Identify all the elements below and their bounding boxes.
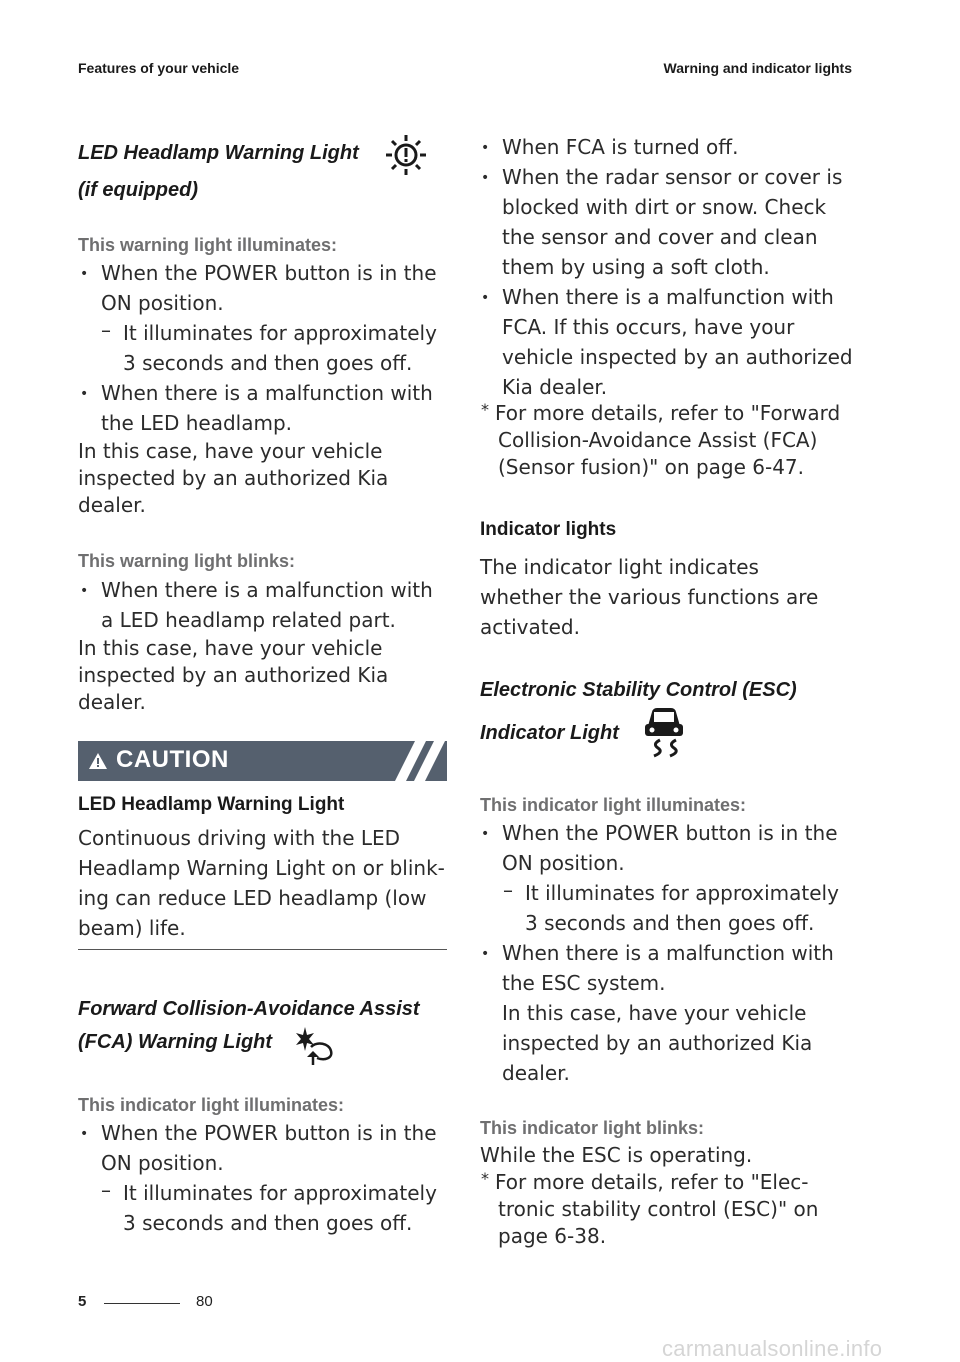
blinks-heading: This warning light blinks: <box>78 551 296 571</box>
bullet-text: ON position. <box>101 291 224 315</box>
sub-bullet-text: 3 seconds and then goes off. <box>525 911 815 935</box>
bullet-text: ON position. <box>502 851 625 875</box>
bullet-text: When the POWER button is in the <box>502 821 838 845</box>
paragraph-line: In this case, have your vehicle <box>78 636 383 660</box>
led-headlamp-warning-icon <box>384 133 428 181</box>
bullet-text: inspected by an authorized Kia <box>502 1031 813 1055</box>
asterisk: * <box>481 400 489 419</box>
fca-warning-icon <box>287 1025 335 1071</box>
reference-text: page 6-38. <box>498 1224 607 1248</box>
paragraph-line: inspected by an authorized Kia <box>78 466 389 490</box>
bullet: • <box>80 386 89 402</box>
reference-text: Collision-Avoidance Assist (FCA) <box>498 428 818 452</box>
dash: – <box>101 1178 111 1202</box>
fca-illuminates-heading: This indicator light illuminates: <box>78 1095 345 1115</box>
bullet-text: When the POWER button is in the <box>101 1121 437 1145</box>
caution-text: beam) life. <box>78 916 186 940</box>
esc-illuminates-heading: This indicator light illuminates: <box>480 795 747 815</box>
bullet: • <box>80 266 89 282</box>
dash: – <box>503 878 513 902</box>
reference-text: (Sensor fusion)" on page 6-47. <box>498 455 805 479</box>
watermark: carmanualsonline.info <box>662 1336 883 1361</box>
bullet: • <box>481 140 490 156</box>
bullet-text: a LED headlamp related part. <box>101 608 396 632</box>
caution-text: ing can reduce LED headlamp (low <box>78 886 427 910</box>
bullet-text: When there is a malfunction with <box>502 941 834 965</box>
led-headlamp-title: LED Headlamp Warning Light <box>78 142 359 164</box>
paragraph-line: The indicator light indicates <box>480 555 759 579</box>
bullet: • <box>481 826 490 842</box>
bullet-text: blocked with dirt or snow. Check <box>502 195 827 219</box>
bullet-text: the ESC system. <box>502 971 666 995</box>
running-header-right: Warning and indicator lights <box>663 60 852 76</box>
caution-text: Headlamp Warning Light on or blink- <box>78 856 445 880</box>
bullet-text: When FCA is turned off. <box>502 135 739 159</box>
bullet-text: When the radar sensor or cover is <box>502 165 843 189</box>
footer-divider <box>104 1303 180 1304</box>
bullet-text: vehicle inspected by an authorized <box>502 345 853 369</box>
fca-title-line2: (FCA) Warning Light <box>78 1031 273 1053</box>
bullet: • <box>481 946 490 962</box>
paragraph-line: While the ESC is operating. <box>480 1143 753 1167</box>
bullet-text: FCA. If this occurs, have your <box>502 315 795 339</box>
caution-title: LED Headlamp Warning Light <box>78 794 345 815</box>
chapter-number: 5 <box>78 1293 87 1310</box>
fca-title: Forward Collision-Avoidance Assist <box>78 998 420 1020</box>
bullet-text: When there is a malfunction with <box>502 285 834 309</box>
led-headlamp-title-line2: (if equipped) <box>78 179 198 201</box>
illuminates-heading: This warning light illuminates: <box>78 235 338 255</box>
bullet-text: them by using a soft cloth. <box>502 255 770 279</box>
bullet: • <box>80 583 89 599</box>
divider <box>78 949 447 950</box>
esc-title-line2: Indicator Light <box>480 722 619 744</box>
bullet-text: ON position. <box>101 1151 224 1175</box>
paragraph-line: In this case, have your vehicle <box>78 439 383 463</box>
esc-indicator-icon <box>640 704 688 762</box>
running-header-left: Features of your vehicle <box>78 60 240 76</box>
bullet: • <box>481 290 490 306</box>
esc-blinks-heading: This indicator light blinks: <box>480 1118 705 1138</box>
caution-label: CAUTION <box>116 746 229 773</box>
asterisk: * <box>481 1169 489 1188</box>
bullet: • <box>481 170 490 186</box>
paragraph-line: activated. <box>480 615 580 639</box>
caution-triangle-icon <box>88 752 108 774</box>
page-number: 80 <box>196 1293 213 1310</box>
sub-bullet-text: It illuminates for approximately <box>123 321 437 345</box>
bullet-text: In this case, have your vehicle <box>502 1001 807 1025</box>
reference-text: For more details, refer to "Elec- <box>495 1170 809 1194</box>
caution-text: Continuous driving with the LED <box>78 826 401 850</box>
bullet-text: When there is a malfunction with <box>101 381 433 405</box>
sub-bullet-text: 3 seconds and then goes off. <box>123 1211 413 1235</box>
bullet: • <box>80 1126 89 1142</box>
bullet-text: When the POWER button is in the <box>101 261 437 285</box>
esc-title: Electronic Stability Control (ESC) <box>480 679 797 701</box>
bullet-text: Kia dealer. <box>502 375 608 399</box>
bullet-text: dealer. <box>502 1061 570 1085</box>
reference-text: tronic stability control (ESC)" on <box>498 1197 819 1221</box>
paragraph-line: dealer. <box>78 493 146 517</box>
sub-bullet-text: It illuminates for approximately <box>123 1181 437 1205</box>
paragraph-line: dealer. <box>78 690 146 714</box>
indicator-lights-heading: Indicator lights <box>480 519 617 540</box>
paragraph-line: inspected by an authorized Kia <box>78 663 389 687</box>
bullet-text: When there is a malfunction with <box>101 578 433 602</box>
bullet-text: the LED headlamp. <box>101 411 292 435</box>
dash: – <box>101 318 111 342</box>
sub-bullet-text: 3 seconds and then goes off. <box>123 351 413 375</box>
sub-bullet-text: It illuminates for approximately <box>525 881 839 905</box>
reference-text: For more details, refer to "Forward <box>495 401 841 425</box>
paragraph-line: whether the various functions are <box>480 585 819 609</box>
bullet-text: the sensor and cover and clean <box>502 225 818 249</box>
